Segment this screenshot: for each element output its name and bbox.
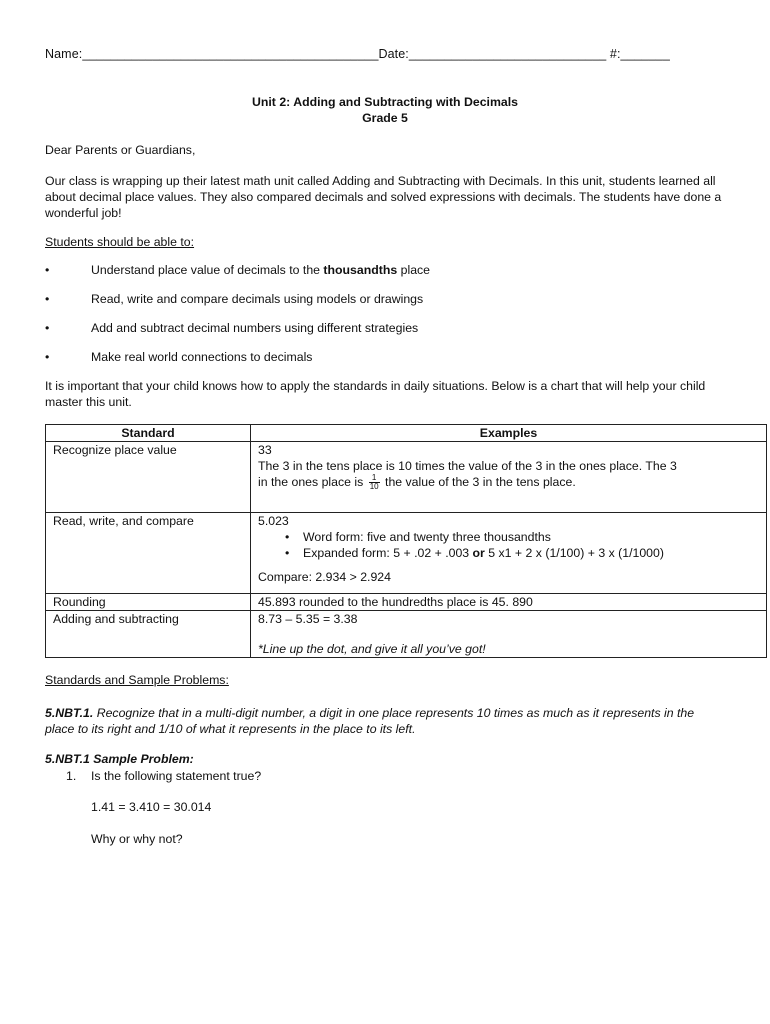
example-number: 5.023 <box>258 514 289 528</box>
or-bold-text: or <box>472 546 485 560</box>
column-header-examples: Examples <box>251 425 767 442</box>
objective-bold-text: thousandths <box>323 263 398 277</box>
standard-cell: Read, write, and compare <box>46 513 251 594</box>
expanded-form-item <box>303 545 766 561</box>
standard-text: Recognize that in a multi-digit number, a digit in one place represents 10 times as much as it represents in the place to its right and 1/10 of what it represents in the place to its left. <box>45 706 695 736</box>
fraction-numerator: 1 <box>369 474 380 483</box>
table-header-row <box>46 425 767 442</box>
bullet-icon: • <box>45 350 50 364</box>
example-number: 33 <box>258 443 272 457</box>
example-explanation-fraction-line <box>258 474 766 491</box>
bullet-icon: • <box>45 263 50 277</box>
word-form-item: • Word form: five and twenty three thousandths <box>303 529 766 545</box>
compare-example: Compare: 2.934 > 2.924 <box>258 570 391 584</box>
chart-intro-paragraph: It is important that your child knows how to apply the standards in daily situations. Below is a chart that will help your child master this unit. <box>45 379 706 409</box>
samples-heading: Standards and Sample Problems: <box>45 673 229 687</box>
table-row <box>46 594 767 611</box>
objective-text: Make real world connections to decimals <box>91 350 313 364</box>
standard-cell: Recognize place value <box>46 442 251 513</box>
example-cell <box>251 513 767 594</box>
objective-text: Add and subtract decimal numbers using different strategies <box>91 321 419 335</box>
problem-followup: Why or why not? <box>91 832 183 846</box>
sample-problem-heading: 5.NBT.1 Sample Problem: <box>45 752 194 766</box>
greeting: Dear Parents or Guardians, <box>45 143 196 157</box>
standard-description <box>45 705 725 737</box>
example-explanation: The 3 in the tens place is 10 times the value of the 3 in the ones place. The 3 <box>258 459 677 473</box>
standard-cell: Adding and subtracting <box>46 611 251 658</box>
spacer <box>258 561 766 569</box>
objective-text: Understand place value of decimals to the <box>91 263 324 277</box>
standard-cell: Rounding <box>46 594 251 611</box>
fraction-line-text: in the ones place is <box>258 475 367 489</box>
example-cell <box>251 442 767 513</box>
problem-number: 1. <box>66 769 77 783</box>
example-bullet-list <box>258 529 766 561</box>
fraction-denominator: 10 <box>369 482 379 492</box>
problem-text: Is the following statement true? <box>91 769 262 783</box>
fraction-line-text-end: the value of the 3 in the tens place. <box>381 475 576 489</box>
problem-equation: 1.41 = 3.410 = 30.014 <box>91 800 212 814</box>
table-row <box>46 442 767 513</box>
grade-title: Grade 5 <box>362 111 408 125</box>
objectives-heading: Students should be able to: <box>45 235 195 249</box>
example-cell <box>251 611 767 658</box>
subtraction-example: 8.73 – 5.35 = 3.38 <box>258 612 358 626</box>
name-date-number-line: Name:__________________________________________Date:____________________________ #:_______ <box>45 47 670 61</box>
table-row <box>46 513 767 594</box>
fraction <box>369 474 380 491</box>
column-header-standard: Standard <box>46 425 251 442</box>
standard-code: 5.NBT.1. <box>45 706 94 720</box>
expanded-form-text-end: 5 x1 + 2 x (1/100) + 3 x (1/1000) <box>484 546 664 560</box>
expanded-form-text: Expanded form: 5 + .02 + .003 <box>303 546 473 560</box>
bullet-icon: • <box>45 321 50 335</box>
table-row <box>46 611 767 658</box>
spacer <box>258 627 766 641</box>
intro-paragraph: Our class is wrapping up their latest math unit called Adding and Subtracting with Decimals. In this unit, students learned all about decimal place values. They also compared decimals and solved expressions with decimals. The students have done a wonderful job! <box>45 174 722 220</box>
example-cell: 45.893 rounded to the hundredths place is 45. 890 <box>251 594 767 611</box>
bullet-icon: • <box>45 292 50 306</box>
objective-text: Read, write and compare decimals using models or drawings <box>91 292 424 306</box>
unit-title: Unit 2: Adding and Subtracting with Decimals <box>252 95 518 109</box>
tip-text: *Line up the dot, and give it all you’ve got! <box>258 642 486 656</box>
objective-text-end: place <box>397 263 431 277</box>
standards-table <box>45 424 767 658</box>
